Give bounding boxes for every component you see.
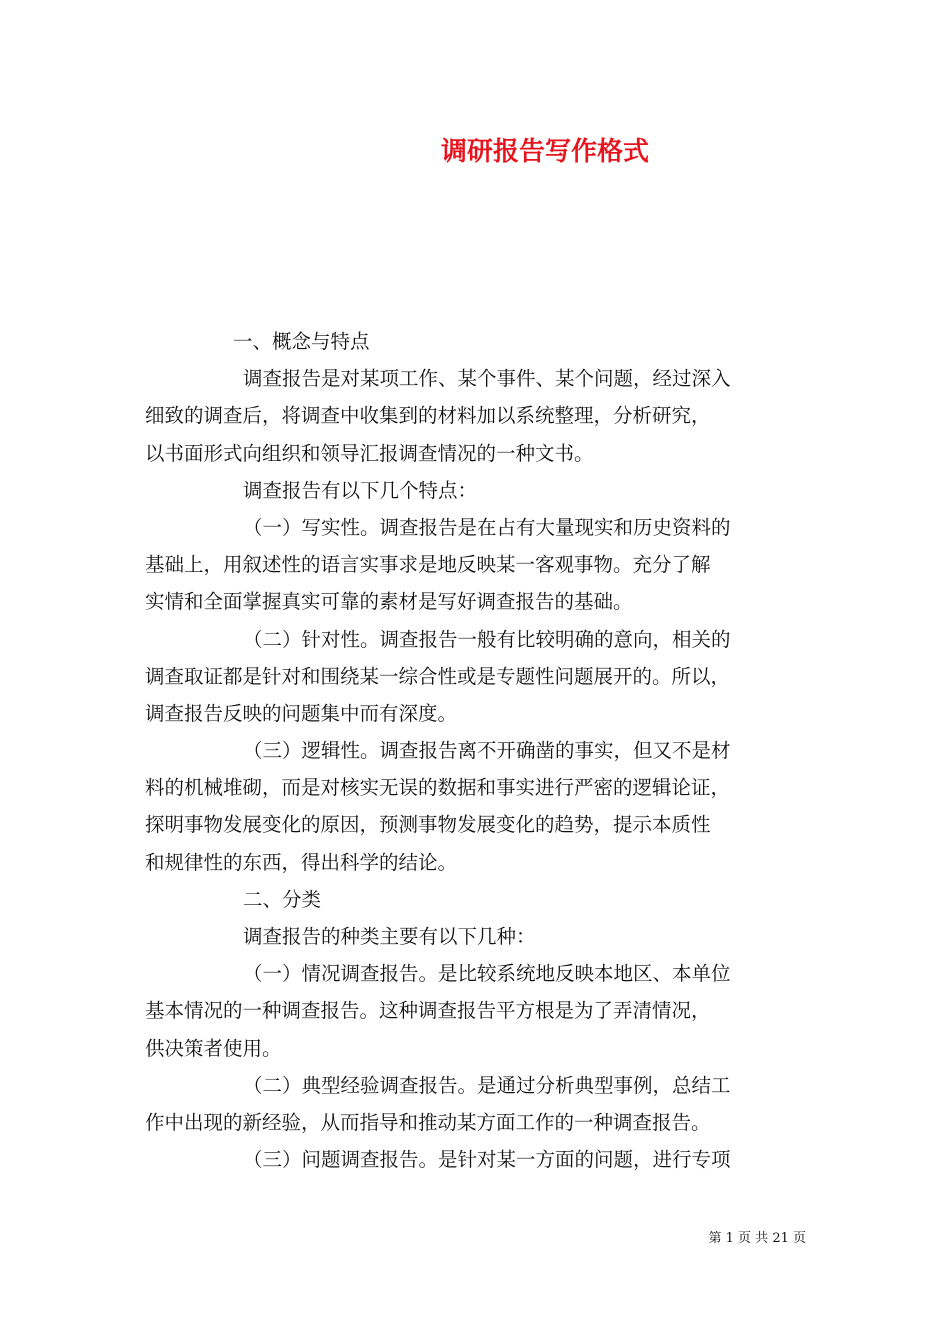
document-body — [145, 323, 820, 1178]
paragraph-line: 细致的调查后，将调查中收集到的材料加以系统整理，分析研究， — [145, 404, 711, 428]
paragraph-line: 供决策者使用。 — [145, 1036, 282, 1060]
paragraph-line: 调查取证都是针对和围绕某一综合性或是专题性问题展开的。所以， — [145, 664, 731, 688]
paragraph-line: 二、分类 — [243, 887, 322, 911]
paragraph-line: 基础上，用叙述性的语言实事求是地反映某一客观事物。充分了解 — [145, 553, 711, 577]
paragraph-line: 一、概念与特点 — [233, 330, 370, 353]
paragraph-line: 基本情况的一种调查报告。这种调查报告平方根是为了弄清情况， — [145, 999, 711, 1023]
paragraph-line: （三）问题调查报告。是针对某一方面的问题，进行专项 — [243, 1148, 731, 1172]
paragraph-line: 调查报告是对某项工作、某个事件、某个问题，经过深入 — [243, 367, 731, 391]
paragraph-line: 调查报告的种类主要有以下几种： — [243, 925, 536, 948]
paragraph-line: 以书面形式向组织和领导汇报调查情况的一种文书。 — [145, 441, 594, 465]
paragraph-line: 调查报告反映的问题集中而有深度。 — [145, 701, 458, 725]
document-title: 调研报告写作格式 — [440, 137, 649, 167]
paragraph-line: 调查报告有以下几个特点： — [243, 478, 478, 502]
paragraph-line: 料的机械堆砌，而是对核实无误的数据和事实进行严密的逻辑论证， — [145, 776, 731, 800]
paragraph-line: 作中出现的新经验，从而指导和推动某方面工作的一种调查报告。 — [145, 1110, 711, 1134]
paragraph-line: 和规律性的东西，得出科学的结论。 — [145, 850, 458, 874]
paragraph-line: （三）逻辑性。调查报告离不开确凿的事实，但又不是材 — [243, 739, 731, 763]
paragraph-line: （一）写实性。调查报告是在占有大量现实和历史资料的 — [243, 515, 731, 539]
page-number-footer: 第 1 页 共 21 页 — [708, 1231, 806, 1246]
paragraph-line: （二）针对性。调查报告一般有比较明确的意向，相关的 — [243, 627, 731, 651]
paragraph-line: 探明事物发展变化的原因，预测事物发展变化的趋势，提示本质性 — [145, 813, 711, 837]
paragraph-line: 实情和全面掌握真实可靠的素材是写好调查报告的基础。 — [145, 590, 633, 614]
paragraph-line: （二）典型经验调查报告。是通过分析典型事例，总结工 — [243, 1073, 731, 1097]
paragraph-line: （一）情况调查报告。是比较系统地反映本地区、本单位 — [243, 962, 731, 986]
